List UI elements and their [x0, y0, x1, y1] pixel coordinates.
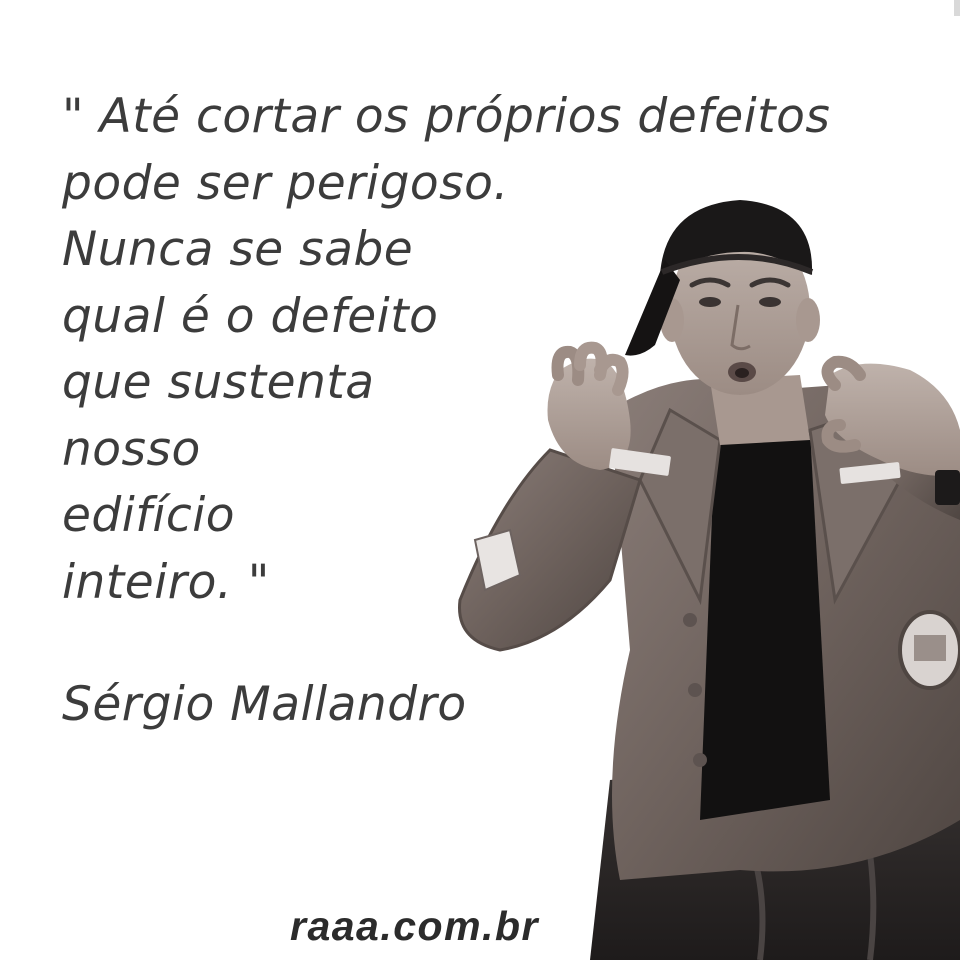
- ear: [796, 298, 820, 342]
- jacket-button: [693, 753, 707, 767]
- wristwatch: [935, 470, 960, 505]
- quote-line: inteiro. ": [62, 554, 270, 610]
- jacket-button: [683, 613, 697, 627]
- mouth-inner: [735, 368, 749, 378]
- author-name: Sérgio Mallandro: [62, 677, 467, 732]
- quote-line: Nunca se sabe: [62, 222, 414, 277]
- portrait-illustration: [440, 180, 960, 960]
- corner-mark: [954, 0, 960, 16]
- eye: [759, 297, 781, 307]
- quote-line: pode ser perigoso.: [62, 155, 509, 211]
- eye: [699, 297, 721, 307]
- shirt-shape: [700, 430, 830, 820]
- portrait-photo: [440, 180, 960, 960]
- quote-line: qual é o defeito: [62, 288, 439, 344]
- badge-detail: [914, 635, 946, 661]
- quote-line: edifício: [62, 488, 236, 543]
- quote-line: que sustenta: [62, 355, 375, 410]
- quote-line: nosso: [62, 421, 201, 477]
- quote-line: " Até cortar os próprios defeitos: [62, 89, 831, 144]
- site-watermark: raaa.com.br: [290, 903, 539, 949]
- jacket-button: [688, 683, 702, 697]
